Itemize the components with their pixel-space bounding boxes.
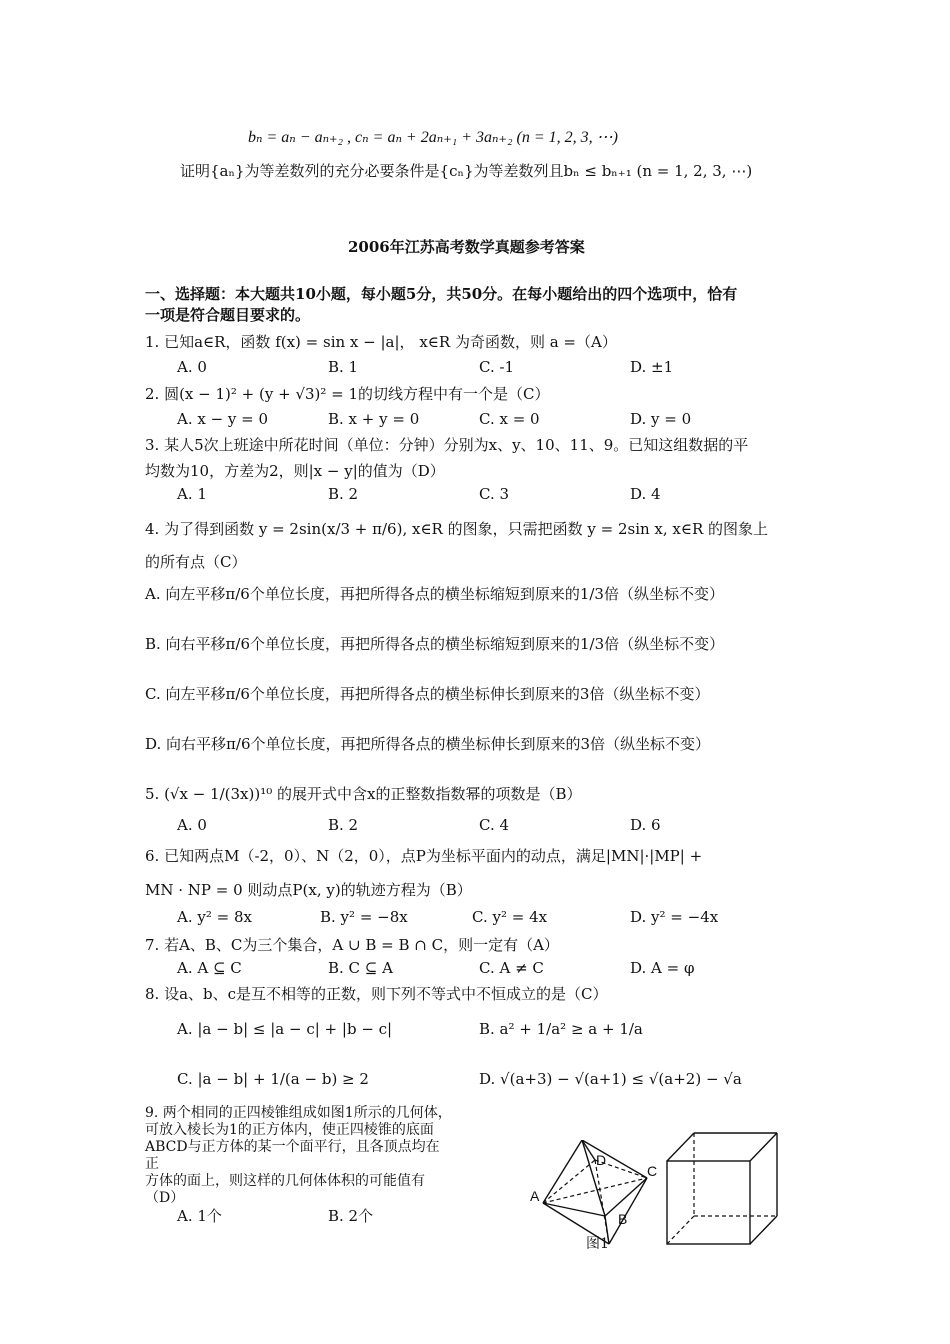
figure-label-d: D (596, 1152, 607, 1168)
figure-label-b: B (618, 1211, 628, 1227)
q2-option-c: C. x = 0 (479, 410, 540, 428)
q5-option-d: D. 6 (630, 816, 661, 834)
question-8-stem: 8. 设a、b、c是互不相等的正数，则下列不等式中不恒成立的是（C） (145, 985, 608, 1003)
q4-option-a: A. 向左平移π/6个单位长度，再把所得各点的横坐标缩短到原来的1/3倍（纵坐标不变） (145, 585, 724, 603)
q7-option-a: A. A ⊆ C (177, 959, 242, 977)
section-heading-line2: 一项是符合题目要求的。 (145, 306, 311, 324)
question-7-stem: 7. 若A、B、C为三个集合，A ∪ B = B ∩ C，则一定有（A） (145, 936, 559, 954)
question-9-line2: 可放入棱长为1的正方体内，使正四棱锥的底面 (145, 1122, 434, 1138)
q6-option-b: B. y² = −8x (320, 908, 408, 926)
cube-figure (660, 1125, 785, 1250)
q6-option-a: A. y² = 8x (177, 908, 252, 926)
question-6-stem-line2: MN · NP = 0 则动点P(x, y)的轨迹方程为（B） (145, 881, 472, 899)
figure-caption: 图1 (586, 1236, 609, 1252)
q9-option-a: A. 1个 (177, 1207, 222, 1225)
figure-label-c: C (647, 1163, 658, 1179)
formula-b-c-definition: bₙ = aₙ − aₙ₊₂ , cₙ = aₙ + 2aₙ₊₁ + 3aₙ₊₂ (n = 1, 2, 3, ⋯) (248, 129, 618, 146)
q6-option-c: C. y² = 4x (472, 908, 548, 926)
question-2-stem: 2. 圆(x − 1)² + (y + √3)² = 1的切线方程中有一个是（C） (145, 385, 550, 403)
question-6-stem-line1: 6. 已知两点M（-2，0）、N（2，0），点P为坐标平面内的动点，满足|MN|·|MP| + (145, 847, 703, 865)
figure-label-a: A (530, 1188, 540, 1204)
q3-option-d: D. 4 (630, 485, 661, 503)
q1-option-d: D. ±1 (630, 358, 674, 376)
page-title: 2006年江苏高考数学真题参考答案 (348, 238, 585, 256)
section-heading-line1: 一、选择题：本大题共10小题，每小题5分，共50分。在每小题给出的四个选项中，恰有 (145, 285, 738, 303)
q8-option-a: A. |a − b| ≤ |a − c| + |b − c| (177, 1020, 393, 1038)
question-9-line3: ABCD与正方体的某一个面平行，且各顶点均在 (145, 1139, 440, 1155)
q2-option-b: B. x + y = 0 (328, 410, 420, 428)
question-3-stem-line1: 3. 某人5次上班途中所花时间（单位：分钟）分别为x、y、10、11、9。已知这组数据的平 (145, 436, 749, 454)
proof-statement: 证明{aₙ}为等差数列的充分必要条件是{cₙ}为等差数列且bₙ ≤ bₙ₊₁ (n = 1, 2, 3, ⋯) (180, 162, 753, 180)
q5-option-a: A. 0 (177, 816, 207, 834)
q1-option-a: A. 0 (177, 358, 207, 376)
q3-option-a: A. 1 (177, 485, 207, 503)
question-9-line6: （D） (145, 1190, 185, 1206)
question-5-stem: 5. (√x − 1/(3x))¹⁰ 的展开式中含x的正整数指数幂的项数是（B） (145, 785, 582, 803)
question-4-stem-line2: 的所有点（C） (145, 553, 247, 571)
q7-option-b: B. C ⊆ A (328, 959, 393, 977)
q6-option-d: D. y² = −4x (630, 908, 719, 926)
q5-option-c: C. 4 (479, 816, 510, 834)
question-3-stem-line2: 均数为10，方差为2，则|x − y|的值为（D） (145, 462, 445, 480)
q7-option-d: D. A = φ (630, 959, 695, 977)
question-1-stem: 1. 已知a∈R，函数 f(x) = sin x − |a|， x∈R 为奇函数，则 a =（A） (145, 333, 617, 351)
q8-option-c: C. |a − b| + 1/(a − b) ≥ 2 (177, 1070, 369, 1088)
q7-option-c: C. A ≠ C (479, 959, 544, 977)
q4-option-d: D. 向右平移π/6个单位长度，再把所得各点的横坐标伸长到原来的3倍（纵坐标不变） (145, 735, 711, 753)
q8-option-b: B. a² + 1/a² ≥ a + 1/a (479, 1020, 643, 1038)
q5-option-b: B. 2 (328, 816, 359, 834)
q8-option-d: D. √(a+3) − √(a+1) ≤ √(a+2) − √a (479, 1070, 742, 1088)
q9-option-b: B. 2个 (328, 1207, 374, 1225)
question-9-line4: 正 (145, 1156, 159, 1172)
question-9-line1: 9. 两个相同的正四棱锥组成如图1所示的几何体， (145, 1105, 452, 1121)
question-4-stem-line1: 4. 为了得到函数 y = 2sin(x/3 + π/6), x∈R 的图象，只需把函数 y = 2sin x, x∈R 的图象上 (145, 520, 769, 538)
question-9-line5: 方体的面上，则这样的几何体体积的可能值有 (145, 1173, 425, 1189)
q4-option-b: B. 向右平移π/6个单位长度，再把所得各点的横坐标缩短到原来的1/3倍（纵坐标不变） (145, 635, 725, 653)
q3-option-b: B. 2 (328, 485, 359, 503)
q1-option-b: B. 1 (328, 358, 359, 376)
q4-option-c: C. 向左平移π/6个单位长度，再把所得各点的横坐标伸长到原来的3倍（纵坐标不变） (145, 685, 710, 703)
q3-option-c: C. 3 (479, 485, 510, 503)
q2-option-d: D. y = 0 (630, 410, 692, 428)
q2-option-a: A. x − y = 0 (177, 410, 269, 428)
q1-option-c: C. -1 (479, 358, 515, 376)
